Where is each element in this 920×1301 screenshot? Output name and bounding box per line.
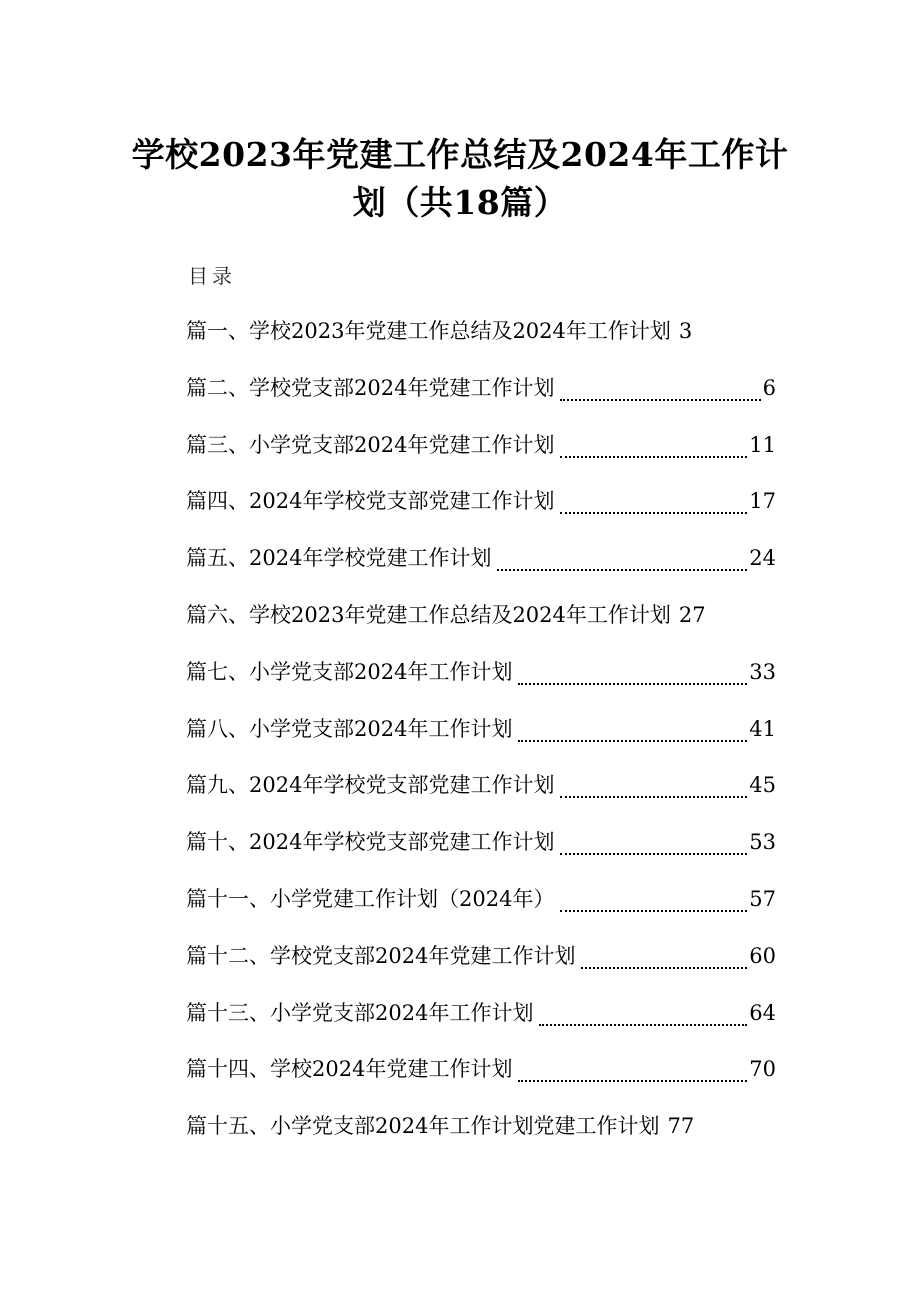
- document-title-line1: 学校2023年党建工作总结及2024年工作计: [131, 135, 789, 174]
- toc-item-page-number: 45: [749, 773, 776, 798]
- toc-item-label: 篇七、小学党支部2024年工作计划: [186, 659, 513, 684]
- toc-item[interactable]: [186, 484, 776, 541]
- toc-item-page-number: 60: [749, 943, 776, 968]
- toc-item[interactable]: [186, 996, 776, 1053]
- toc-dot-leader: [581, 951, 747, 969]
- toc-item[interactable]: [186, 712, 776, 769]
- toc-item-page-number: 27: [678, 602, 706, 627]
- toc-item-label: 篇十四、学校2024年党建工作计划: [186, 1057, 513, 1082]
- toc-item[interactable]: [186, 768, 776, 825]
- toc-item-page-number: 70: [749, 1057, 776, 1082]
- document-title-line2: 划（共18篇）: [352, 183, 568, 222]
- toc-item-label: 篇九、2024年学校党支部党建工作计划: [186, 773, 555, 798]
- toc-dot-leader: [518, 724, 747, 742]
- toc-item-label: 篇三、小学党支部2024年党建工作计划: [186, 432, 555, 457]
- toc-item-label: 篇十五、小学党支部2024年工作计划党建工作计划: [186, 1114, 660, 1139]
- table-of-contents: [186, 314, 776, 1166]
- toc-item-label: 篇五、2024年学校党建工作计划: [186, 546, 492, 571]
- toc-item-label: 篇四、2024年学校党支部党建工作计划: [186, 489, 555, 514]
- toc-item-label: 篇一、学校2023年党建工作总结及2024年工作计划: [186, 319, 671, 343]
- toc-item-page-number: 17: [749, 489, 776, 514]
- toc-dot-leader: [497, 553, 747, 571]
- toc-item[interactable]: [186, 1052, 776, 1109]
- toc-item-page-number: 57: [749, 886, 776, 911]
- toc-item-page-number: 3: [678, 319, 693, 343]
- toc-dot-leader: [560, 780, 747, 798]
- toc-item[interactable]: [186, 428, 776, 485]
- toc-item-page-number: 77: [667, 1114, 695, 1139]
- toc-item-page-number: 24: [749, 546, 776, 571]
- toc-dot-leader: [671, 326, 679, 342]
- toc-item-page-number: 64: [749, 1000, 776, 1025]
- toc-dot-leader: [560, 440, 747, 458]
- toc-item-label: 篇二、学校党支部2024年党建工作计划: [186, 375, 555, 400]
- toc-dot-leader: [560, 837, 747, 855]
- toc-item[interactable]: [186, 1109, 776, 1166]
- toc-dot-leader: [671, 610, 679, 626]
- toc-item[interactable]: [186, 598, 776, 655]
- toc-item-label: 篇十三、小学党支部2024年工作计划: [186, 1000, 534, 1025]
- toc-item[interactable]: [186, 825, 776, 882]
- toc-dot-leader: [539, 1008, 747, 1026]
- toc-item[interactable]: [186, 655, 776, 712]
- toc-item[interactable]: [186, 541, 776, 598]
- toc-item-page-number: 6: [762, 375, 776, 400]
- toc-dot-leader: [560, 496, 747, 514]
- toc-item-label: 篇十二、学校党支部2024年党建工作计划: [186, 943, 576, 968]
- toc-dot-leader: [560, 894, 747, 912]
- toc-item-page-number: 11: [749, 432, 776, 457]
- toc-heading: 目录: [188, 264, 236, 288]
- toc-item-page-number: 41: [749, 716, 776, 741]
- toc-dot-leader: [659, 1121, 667, 1137]
- toc-item-page-number: 33: [749, 659, 776, 684]
- toc-item[interactable]: [186, 882, 776, 939]
- toc-item-label: 篇十、2024年学校党支部党建工作计划: [186, 830, 555, 855]
- toc-item-label: 篇六、学校2023年党建工作总结及2024年工作计划: [186, 602, 671, 627]
- toc-dot-leader: [518, 667, 747, 685]
- toc-dot-leader: [560, 383, 760, 401]
- toc-item[interactable]: [186, 939, 776, 996]
- toc-item[interactable]: [186, 371, 776, 428]
- toc-item-page-number: 53: [749, 830, 776, 855]
- toc-item-label: 篇八、小学党支部2024年工作计划: [186, 716, 513, 741]
- toc-item[interactable]: [186, 314, 776, 371]
- toc-dot-leader: [518, 1064, 747, 1082]
- toc-item-label: 篇十一、小学党建工作计划（2024年）: [186, 886, 555, 911]
